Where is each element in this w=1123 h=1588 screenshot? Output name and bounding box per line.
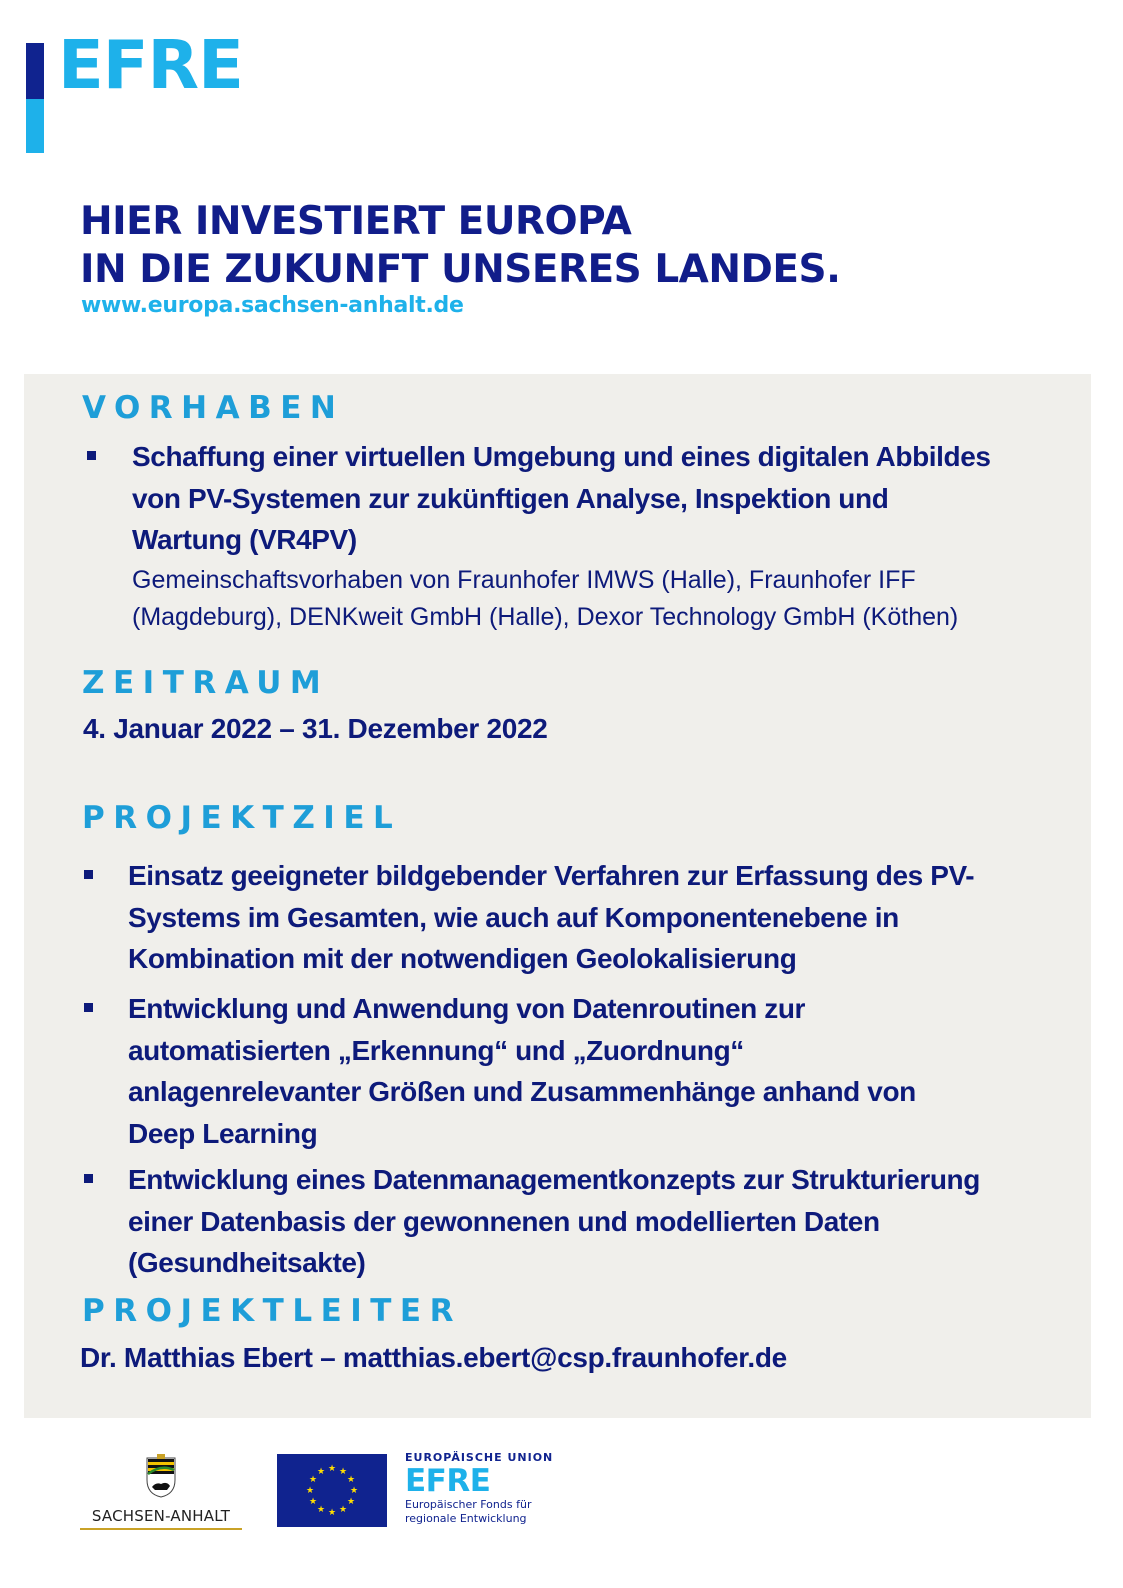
eu-efre-label: EFRE <box>405 1463 491 1499</box>
state-crest-icon <box>143 1452 179 1498</box>
efre-logo-bar-light <box>26 99 44 153</box>
svg-text:★: ★ <box>327 1464 337 1474</box>
bullet-ziel-1 <box>84 870 93 879</box>
ziel-2-line-1: Entwicklung und Anwendung von Datenroutinen zur <box>128 993 806 1024</box>
svg-text:★: ★ <box>316 1505 326 1515</box>
eu-fund-line-1: Europäischer Fonds für <box>405 1498 532 1511</box>
efre-logo-text: EFRE <box>58 26 243 104</box>
zeitraum-value: 4. Januar 2022 – 31. Dezember 2022 <box>83 713 548 744</box>
projektleiter-value: Dr. Matthias Ebert – matthias.ebert@csp.fraunhofer.de <box>80 1342 787 1373</box>
vorhaben-line-3: Wartung (VR4PV) <box>132 524 357 555</box>
vorhaben-line-1: Schaffung einer virtuellen Umgebung und eines digitalen Abbildes <box>132 441 991 472</box>
ziel-3-line-1: Entwicklung eines Datenmanagementkonzepts zur Strukturierung <box>128 1164 980 1195</box>
section-title-zeitraum: ZEITRAUM <box>82 665 330 701</box>
svg-text:★: ★ <box>308 1497 318 1507</box>
partners-line-2: (Magdeburg), DENKweit GmbH (Halle), Dexor Technology GmbH (Köthen) <box>132 603 959 631</box>
svg-text:★: ★ <box>346 1475 356 1485</box>
section-title-vorhaben: VORHABEN <box>82 390 345 426</box>
efre-logo-bar-dark <box>26 43 44 99</box>
section-title-projektziel: PROJEKTZIEL <box>82 800 402 836</box>
eu-efre-logo <box>405 1451 553 1526</box>
svg-text:★: ★ <box>338 1505 348 1515</box>
eu-flag-icon <box>277 1454 387 1527</box>
ziel-2-line-4: Deep Learning <box>128 1117 318 1149</box>
svg-text:★: ★ <box>308 1475 318 1485</box>
svg-text:★: ★ <box>305 1486 315 1496</box>
vorhaben-partners <box>132 562 1082 636</box>
svg-text:★: ★ <box>316 1467 326 1477</box>
ziel-2-line-3: anlagenrelevanter Größen und Zusammenhänge anhand von <box>128 1076 916 1107</box>
svg-text:★: ★ <box>327 1508 337 1518</box>
projektziel-item-3 <box>128 1159 1078 1284</box>
vorhaben-description <box>132 436 1082 561</box>
headline <box>80 198 840 294</box>
website-url: www.europa.sachsen-anhalt.de <box>81 293 464 318</box>
projektziel-item-2 <box>128 988 1078 1154</box>
ziel-3-line-3: (Gesundheitsakte) <box>128 1247 366 1278</box>
headline-line-2: IN DIE ZUKUNFT UNSERES LANDES. <box>80 247 841 292</box>
section-title-projektleiter: PROJEKTLEITER <box>82 1293 462 1329</box>
sachsen-anhalt-label: SACHSEN-ANHALT <box>80 1507 242 1530</box>
bullet-vorhaben <box>87 451 96 460</box>
headline-line-1: HIER INVESTIERT EUROPA <box>80 199 632 244</box>
eu-fund-line-2: regionale Entwicklung <box>405 1512 527 1525</box>
svg-text:★: ★ <box>338 1467 348 1477</box>
ziel-1-line-1: Einsatz geeigneter bildgebender Verfahren zur Erfassung des PV- <box>128 860 975 891</box>
bullet-ziel-2 <box>84 1003 93 1012</box>
ziel-3-line-2: einer Datenbasis der gewonnenen und modellierten Daten <box>128 1205 880 1237</box>
ziel-1-line-3: Kombination mit der notwendigen Geolokalisierung <box>128 943 797 974</box>
partners-line-1: Gemeinschaftsvorhaben von Fraunhofer IMWS (Halle), Fraunhofer IFF <box>132 566 916 594</box>
sachsen-anhalt-logo <box>80 1452 242 1530</box>
bullet-ziel-3 <box>84 1174 93 1183</box>
svg-text:★: ★ <box>346 1497 356 1507</box>
svg-text:★: ★ <box>349 1486 359 1496</box>
eu-union-label: EUROPÄISCHE UNION <box>405 1451 554 1464</box>
ziel-1-line-2: Systems im Gesamten, wie auch auf Komponentenebene in <box>128 901 899 933</box>
projektziel-item-1 <box>128 855 1078 980</box>
ziel-2-line-2: automatisierten „Erkennung“ und „Zuordnung“ <box>128 1034 744 1066</box>
vorhaben-line-2: von PV-Systemen zur zukünftigen Analyse, Inspektion und <box>132 482 889 514</box>
